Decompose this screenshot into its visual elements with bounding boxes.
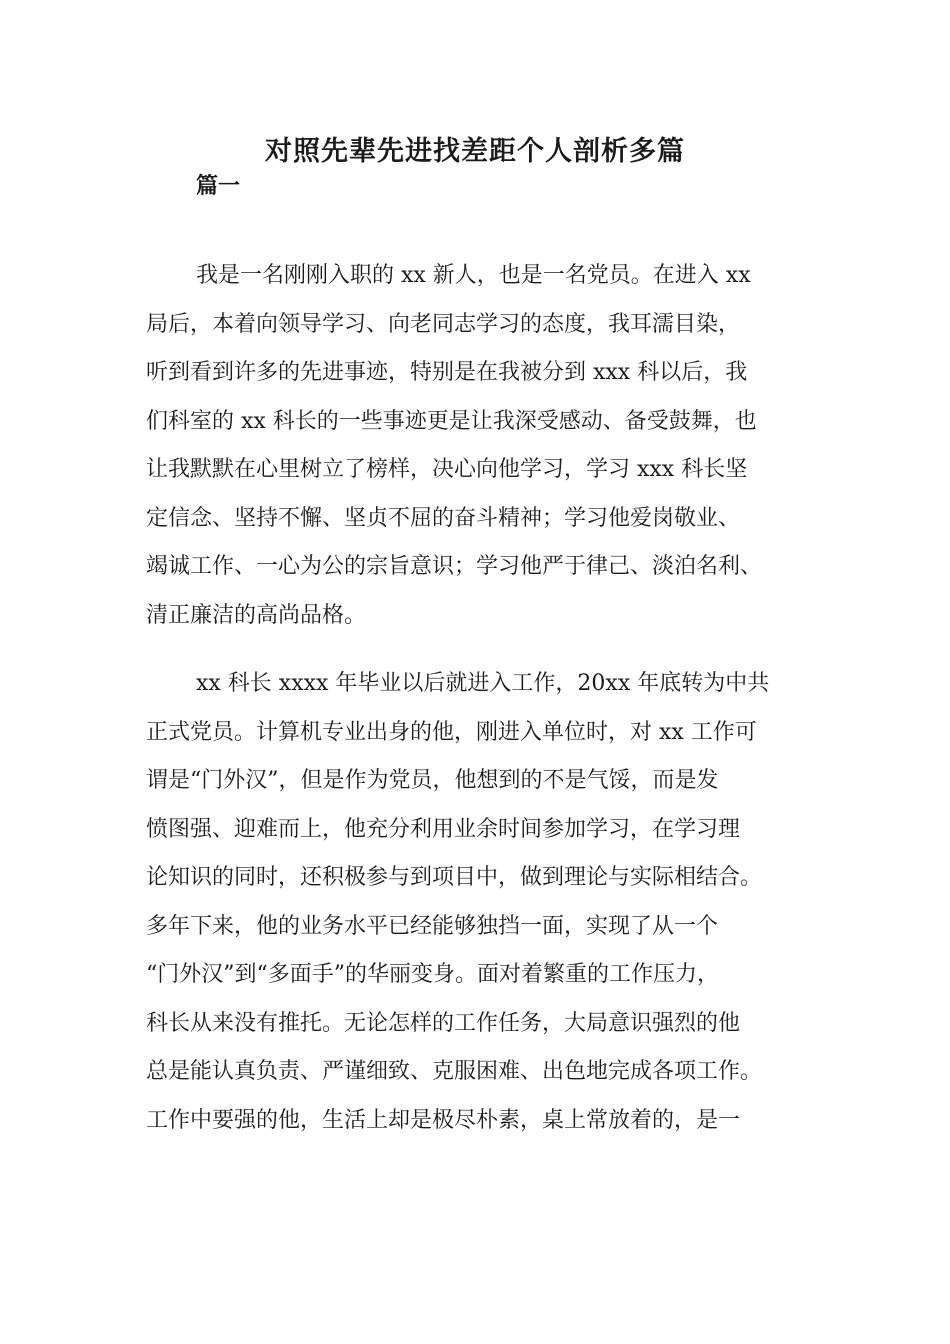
paragraph-line: 竭诚工作、一心为公的宗旨意识；学习他严于律己、淡泊名利、 [146,554,763,579]
paragraph-line: 听到看到许多的先进事迹，特别是在我被分到 xxx 科以后，我 [146,360,748,385]
paragraph-line: 局后，本着向领导学习、向老同志学习的态度，我耳濡目染， [146,311,741,337]
paragraph-line: 我是一名刚刚入职的 xx 新人，也是一名党员。在进入 xx [196,263,751,288]
section-heading: 篇一 [196,173,241,199]
paragraph-line: 多年下来，他的业务水平已经能够独挡一面，实现了从一个 [146,913,719,939]
paragraph-line: 愤图强、迎难而上，他充分利用业余时间参加学习，在学习理 [146,816,741,842]
paragraph-2 [146,660,816,1145]
paragraph-line: xx 科长 xxxx 年毕业以后就进入工作，20xx 年底转为中共 [196,671,770,696]
paragraph-line: 清正廉洁的高尚品格。 [146,602,367,628]
paragraph-line: 正式党员。计算机专业出身的他，刚进入单位时，对 xx 工作可 [146,719,757,745]
paragraph-line: “门外汉”到“多面手”的华丽变身。面对着繁重的工作压力， [146,962,719,987]
paragraph-line: 让我默默在心里树立了榜样，决心向他学习，学习 xxx 科长坚 [146,457,748,482]
paragraph-line: 工作中要强的他，生活上却是极尽朴素，桌上常放着的，是一 [146,1107,741,1133]
paragraph-line: 谓是“门外汉”，但是作为党员，他想到的不是气馁，而是发 [146,768,719,793]
document-title: 对照先辈先进找差距个人剖析多篇 [265,136,685,167]
paragraph-1 [146,252,816,640]
paragraph-line: 论知识的同时，还积极参与到项目中，做到理论与实际相结合。 [146,865,763,890]
paragraph-line: 科长从来没有推托。无论怎样的工作任务，大局意识强烈的他 [146,1010,741,1036]
paragraph-line: 们科室的 xx 科长的一些事迹更是让我深受感动、备受鼓舞，也 [146,408,757,434]
paragraph-line: 总是能认真负责、严谨细致、克服困难、出色地完成各项工作。 [146,1059,763,1084]
paragraph-line: 定信念、坚持不懈、坚贞不屈的奋斗精神；学习他爱岗敬业、 [146,505,741,531]
